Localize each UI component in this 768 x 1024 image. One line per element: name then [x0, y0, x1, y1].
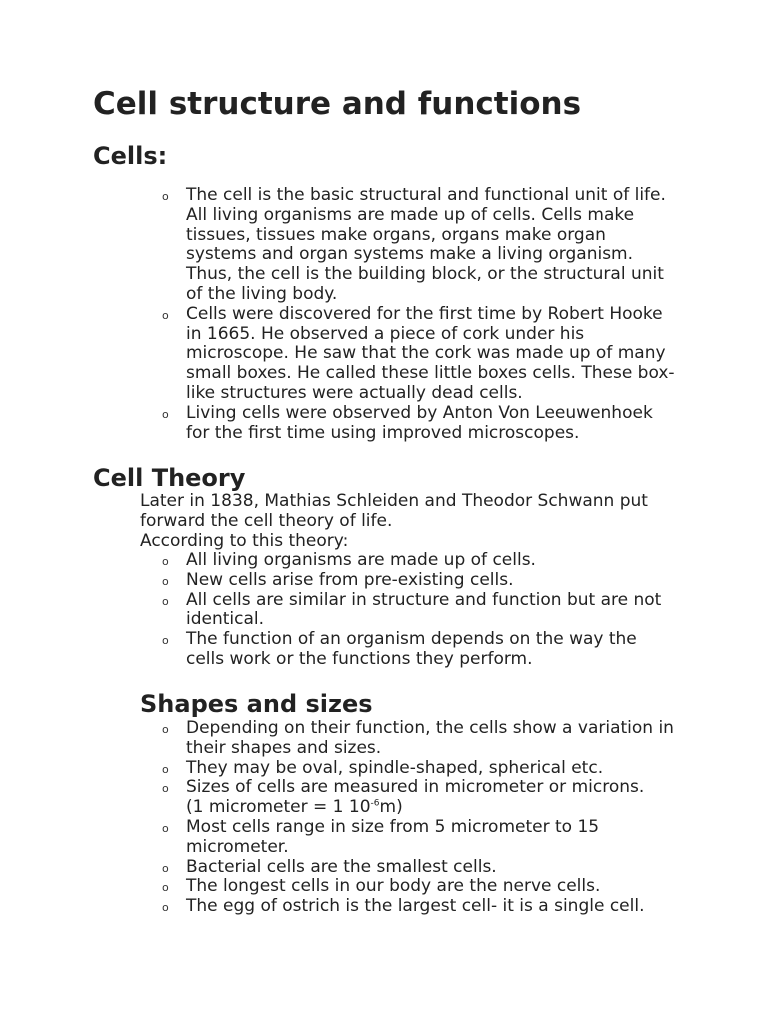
cells-bullet-list — [140, 186, 680, 443]
list-item: o The cell is the basic structural and functional unit of life. All living organisms are made up of cells. Cells make tissues, tissues make organs, organs make organ systems and organ systems make a living organism. Thus, the cell is the building block, or the structural unit of the living body. — [162, 185, 666, 304]
list-item: o All living organisms are made up of cells. — [162, 550, 536, 570]
list-item: o Bacterial cells are the smallest cells. — [162, 856, 497, 877]
list-item: o Cells were discovered for the first time by Robert Hooke in 1665. He observed a piece of cork under his microscope. He saw that the cork was made up of many small boxes. He called these little boxes cells. These box-like structures were actually dead cells. — [162, 303, 675, 403]
section-heading-shapes-and-sizes: Shapes and sizes — [140, 690, 373, 718]
list-item: o They may be oval, spindle-shaped, spherical etc. — [162, 757, 604, 778]
bullet-icon: o — [162, 407, 169, 421]
list-item: o The egg of ostrich is the largest cell- it is a single cell. — [162, 896, 645, 917]
bullet-icon: o — [162, 634, 169, 648]
theory-intro-2: According to this theory: — [140, 531, 349, 551]
page-title: Cell structure and functions — [93, 86, 582, 122]
bullet-icon: o — [162, 821, 169, 835]
section-heading-cell-theory: Cell Theory — [93, 464, 246, 492]
theory-bullet-list — [140, 551, 680, 670]
bullet-icon: o — [162, 574, 169, 588]
list-item: o Depending on their function, the cells show a variation in their shapes and sizes. — [162, 718, 674, 758]
micrometer-note: (1 micrometer = 1 $10^{-6}m$) — [186, 797, 403, 818]
bullet-icon: o — [162, 308, 169, 322]
bullet-icon: o — [162, 555, 169, 568]
theory-intro: Later in 1838, Mathias Schleiden and Theodor Schwann put forward the cell theory of life. — [140, 491, 648, 531]
list-item: o The function of an organism depends on the way the cells work or the functions they perform. — [162, 629, 637, 669]
shapes-bullet-list — [140, 719, 685, 917]
list-item: o Living cells were observed by Anton Von Leeuwenhoek for the first time using improved microscopes. — [162, 402, 653, 443]
bullet-icon: o — [162, 901, 169, 915]
list-item: o Sizes of cells are measured in micrometer or microns. (1 micrometer = 1 $10^{-6}m$) — [162, 777, 645, 818]
section-heading-cells: Cells: — [93, 142, 168, 170]
bullet-icon: o — [162, 782, 169, 796]
bullet-icon: o — [162, 190, 169, 203]
list-item: o All cells are similar in structure and function but are not identical. — [162, 589, 662, 630]
bullet-icon: o — [162, 861, 169, 875]
bullet-icon: o — [162, 723, 169, 736]
bullet-icon: o — [162, 594, 169, 608]
bullet-icon: o — [162, 881, 169, 895]
list-item: o New cells arise from pre-existing cells. — [162, 569, 514, 590]
list-item: o Most cells range in size from 5 micrometer to 15 micrometer. — [162, 816, 600, 857]
bullet-icon: o — [162, 762, 169, 776]
list-item: o The longest cells in our body are the nerve cells. — [162, 876, 601, 897]
